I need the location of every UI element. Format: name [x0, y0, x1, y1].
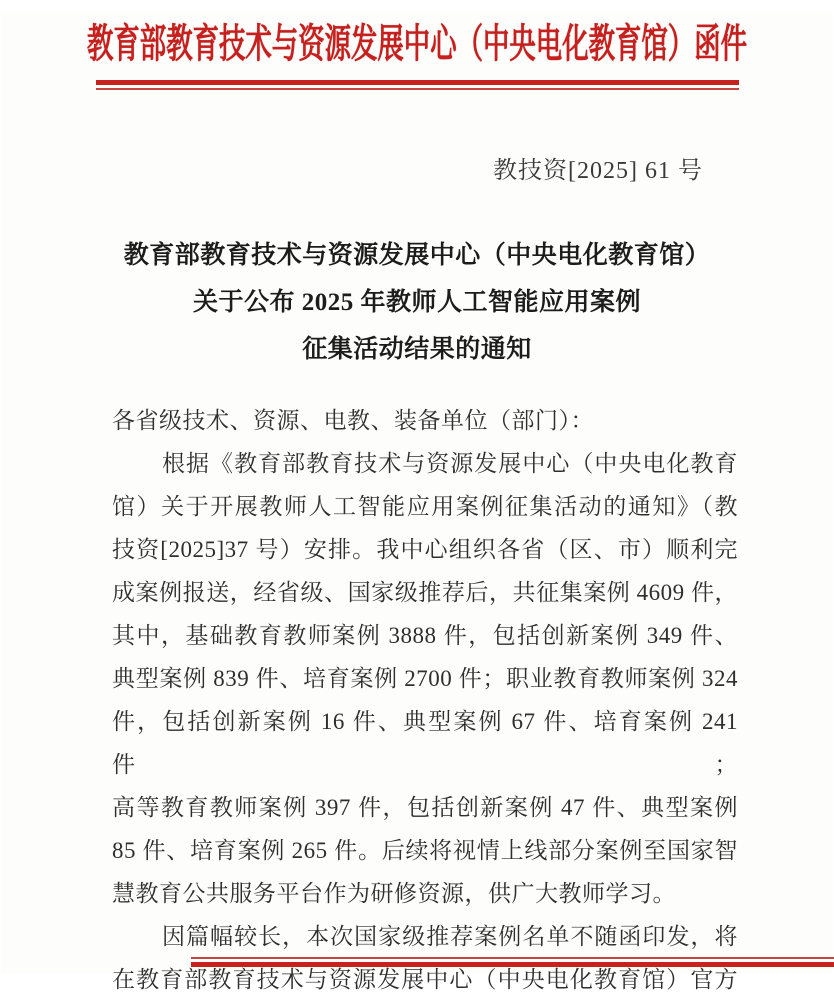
letterhead-title: 教育部教育技术与资源发展中心（中央电化教育馆）函件 — [87, 20, 747, 66]
body-line: 根据《教育部教育技术与资源发展中心（中央电化教育 — [162, 451, 738, 476]
body-line: 其中，基础教育教师案例 3888 件，包括创新案例 349 件、 — [112, 623, 738, 648]
body-line: 技资[2025]37 号）安排。我中心组织各省（区、市）顺利完 — [112, 537, 738, 562]
letterhead-banner — [1, 12, 833, 68]
red-divider-bottom — [191, 957, 834, 967]
body-line: 在教育部教育技术与资源发展中心（中央电化教育馆）官方 — [112, 967, 738, 992]
body-line: 高等教育教师案例 397 件，包括创新案例 47 件、典型案例 — [112, 795, 738, 820]
red-rule-thin — [96, 88, 739, 90]
red-rule-thick — [191, 962, 834, 967]
body-line: 因篇幅较长，本次国家级推荐案例名单不随函印发，将 — [162, 924, 738, 949]
body-line: 85 件、培育案例 265 件。后续将视情上线部分案例至国家智 — [112, 838, 738, 863]
title-line-1: 教育部教育技术与资源发展中心（中央电化教育馆） — [123, 242, 711, 269]
body-line: 馆）关于开展教师人工智能应用案例征集活动的通知》（教 — [112, 494, 738, 519]
official-letter-page — [1, 12, 833, 992]
body-line: 成案例报送，经省级、国家级推荐后，共征集案例 4609 件， — [112, 580, 738, 605]
salutation-line: 各省级技术、资源、电教、装备单位（部门）： — [112, 408, 594, 433]
document-number: 教技资[2025] 61 号 — [493, 158, 703, 184]
red-divider-top — [96, 80, 739, 90]
document-title — [1, 232, 833, 373]
title-line-3: 征集活动结果的通知 — [302, 336, 532, 363]
document-body — [112, 399, 738, 1001]
body-line: 件，包括创新案例 16 件、典型案例 67 件、培育案例 241 件； — [112, 709, 738, 777]
body-line: 慧教育公共服务平台作为研修资源，供广大教师学习。 — [112, 881, 676, 906]
title-line-2: 关于公布 2025 年教师人工智能应用案例 — [192, 289, 641, 316]
body-line: 典型案例 839 件、培育案例 2700 件；职业教育教师案例 324 — [112, 666, 738, 691]
